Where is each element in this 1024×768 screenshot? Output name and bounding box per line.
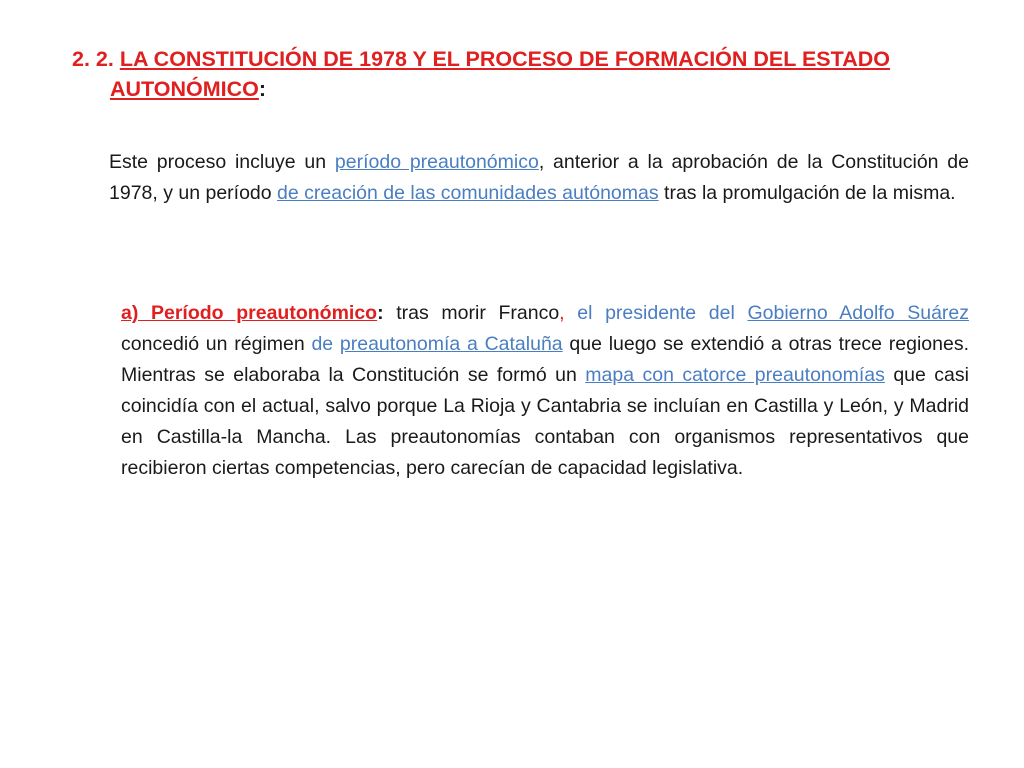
link-periodo-preautonomico[interactable]: período preautonómico — [334, 151, 539, 173]
title-colon: : — [258, 77, 267, 101]
section-a-comma: , — [559, 302, 565, 324]
slide-title — [72, 44, 982, 104]
section-a-paragraph — [121, 298, 969, 484]
section-a-text-5: que luego se extendió a otras trece regiones. Mientras se elaboraba la Constitución se formó un — [121, 333, 970, 386]
title-line2: AUTONÓMICO — [110, 77, 259, 101]
intro-text-3: tras la promulgación de la misma. — [658, 182, 956, 204]
title-line2-wrap — [72, 74, 982, 104]
intro-paragraph — [109, 147, 969, 209]
intro-text-2: , anterior a la aprobación de la Constitución de 1978, y un período — [109, 151, 969, 204]
link-preautonomia-cataluna[interactable]: preautonomía a Cataluña — [339, 333, 563, 355]
title-number: 2. 2. — [72, 47, 114, 71]
section-a-text-1: tras morir Franco — [383, 302, 560, 324]
section-a-text-6: que casi coincidía con el actual, salvo porque La Rioja y Cantabria se incluían en Castilla y León, y Madrid en Castilla-la Mancha. Las preautonomías contaban con organismos representativos que recibieron ciertas competencias, pero carecían de capacidad legislativa. — [121, 364, 969, 479]
section-a-colon: : — [377, 302, 384, 324]
link-creacion-comunidades[interactable]: de creación de las comunidades autónomas — [277, 182, 659, 204]
intro-text-1: Este proceso incluye un — [109, 151, 335, 173]
section-a-text-4: de — [311, 333, 340, 355]
link-gobierno-adolfo-suarez[interactable]: Gobierno Adolfo Suárez — [747, 302, 970, 324]
link-mapa-preautonomias[interactable]: mapa con catorce preautonomías — [585, 364, 885, 386]
title-line1: LA CONSTITUCIÓN DE 1978 Y EL PROCESO DE FORMACIÓN DEL ESTADO — [119, 47, 890, 71]
section-a-heading: a) Período preautonómico — [121, 302, 378, 324]
section-a-text-3: concedió un régimen — [121, 333, 312, 355]
section-a-text-2: el presidente del — [564, 302, 748, 324]
